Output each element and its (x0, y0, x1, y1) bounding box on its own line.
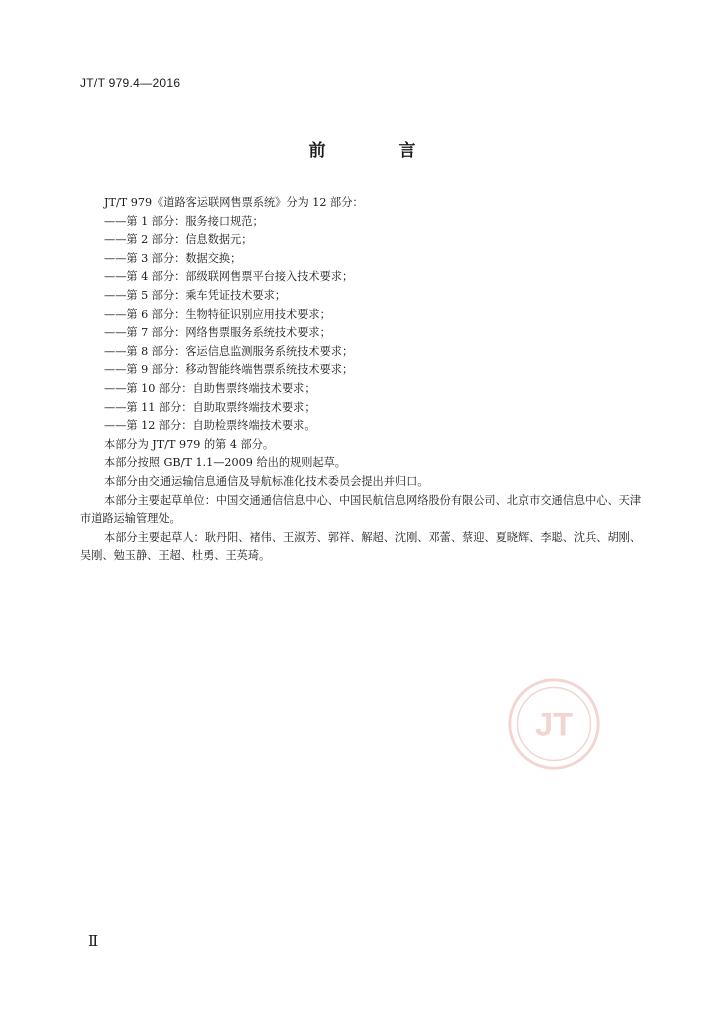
part-list-item: ——第 9 部分：移动智能终端售票系统技术要求； (104, 363, 354, 377)
document-code-header: JT/T 979.4—2016 (80, 76, 181, 90)
part-list-item: ——第 5 部分：乘车凭证技术要求； (104, 288, 287, 302)
svg-text:JT: JT (534, 705, 574, 743)
drafting-units-paragraph: 本部分主要起草单位：中国交通通信信息中心、中国民航信息网络股份有限公司、北京市交通信息中心、天津市道路运输管理处。 (80, 493, 642, 526)
part-list-item: ——第 7 部分：网络售票服务系统技术要求； (104, 326, 331, 340)
intro-paragraph: JT/T 979《道路客运联网售票系统》分为 12 部分： (104, 196, 364, 209)
part-list-item: ——第 3 部分：数据交换； (104, 251, 242, 265)
page-title: 前 言 (308, 141, 444, 161)
part-list-item: ——第 2 部分：信息数据元； (104, 233, 253, 247)
preface-body (80, 194, 646, 566)
part-list-item: ——第 6 部分：生物特征识别应用技术要求； (104, 307, 331, 321)
part-list-item: ——第 11 部分：自助取票终端技术要求； (104, 400, 316, 414)
body-paragraph: 本部分按照 GB/T 1.1—2009 给出的规则起草。 (104, 456, 346, 470)
part-list-item: ——第 4 部分：部级联网售票平台接入技术要求； (104, 270, 354, 284)
jt-watermark-logo (506, 676, 602, 772)
body-paragraph: 本部分为 JT/T 979 的第 4 部分。 (104, 437, 275, 451)
part-list-item: ——第 1 部分：服务接口规范； (104, 214, 264, 228)
drafters-paragraph: 本部分主要起草人：耿丹阳、褚伟、王淑芳、郭祥、解超、沈刚、邓蕾、蔡迎、夏晓辉、李聪、沈兵、胡刚、吴刚、勉玉静、王超、杜勇、王英琦。 (80, 530, 642, 563)
part-list-item: ——第 8 部分：客运信息监测服务系统技术要求； (104, 344, 354, 358)
part-list-item: ——第 12 部分：自助检票终端技术要求。 (104, 419, 316, 433)
page-number: Ⅱ (88, 932, 99, 950)
part-list-item: ——第 10 部分：自助售票终端技术要求； (104, 381, 316, 395)
body-paragraph: 本部分由交通运输信息通信及导航标准化技术委员会提出并归口。 (104, 474, 429, 488)
